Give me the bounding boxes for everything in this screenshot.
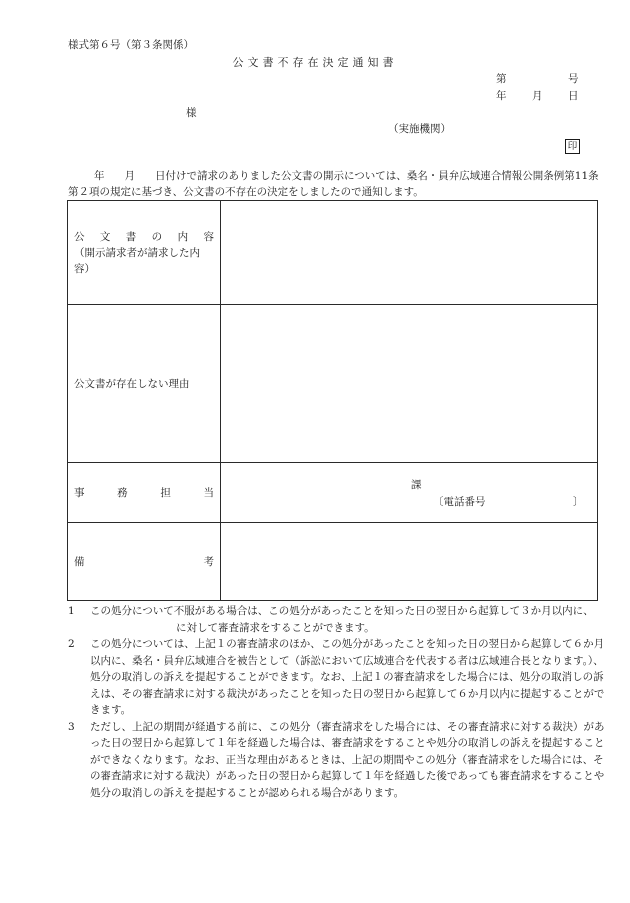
decision-table — [67, 200, 598, 601]
table-row — [68, 201, 598, 305]
phone-open: 〔電話番号 — [433, 496, 486, 508]
ref-suffix: 号 — [568, 73, 579, 85]
non-existence-reason-label: 公文書が存在しない理由 — [68, 305, 221, 463]
remarks-label: 備 考 — [68, 523, 221, 601]
requested-content-sub: （開示請求者が請求した内容） — [74, 246, 200, 275]
table-row — [68, 523, 598, 601]
contact-label: 事 務 担 当 — [68, 463, 221, 523]
notice-body — [68, 168, 606, 200]
form-number: 様式第６号（第３条関係） — [68, 39, 194, 51]
contact-value — [221, 463, 598, 523]
page-title: 公文書不存在決定通知書 — [232, 56, 398, 69]
date-year: 年 — [496, 90, 507, 102]
table-row — [68, 305, 598, 463]
non-existence-reason-value — [221, 305, 598, 463]
phone-close: 〕 — [573, 496, 584, 508]
list-item: 1 この処分について不服がある場合は、この処分があったことを知った日の翌日から起算して３か月以内に、に対して審査請求をすることができます。 — [68, 605, 594, 634]
table-row — [68, 463, 598, 523]
body-month: 月 — [124, 170, 135, 182]
requested-content-label: 公 文 書 の 内 容 （開示請求者が請求した内容） — [68, 201, 221, 305]
requested-content-value — [221, 201, 598, 305]
date-month: 月 — [532, 90, 543, 102]
body-year: 年 — [94, 170, 105, 182]
list-item: 2 この処分については、上記１の審査請求のほか、この処分があったことを知った日の翌日から起算して６か月以内に、桑名・員弁広域連合を被告として（訴訟において広域連合を代表する者は広域連合長となります。）、処分の取消しの訴えを提起することができます。なお、上記１の審査請求をした場合には、処分の取消しの訴えは、その審査請求に対する裁決があったことを知った日の翌日から起算して６か月以内に提起することができます。 — [68, 638, 605, 716]
list-item: 3 ただし、上記の期間が経過する前に、この処分（審査請求をした場合には、その審査請求に対する裁決）があった日の翌日から起算して１年を経過した場合は、審査請求をすることや処分の取消しの訴えを提起することができなくなります。なお、正当な理由があるときは、上記の期間やこの処分（審査請求をした場合には、その審査請求に対する裁決）があった日の翌日から起算して１年を経過した後であっても審査請求をすることや処分の取消しの訴えを提起することが認められる場合があります。 — [68, 720, 605, 799]
seal-box: 印 — [565, 139, 580, 154]
ref-prefix: 第 — [496, 73, 507, 85]
notes-list — [68, 603, 606, 801]
addressee: 様 — [186, 107, 197, 119]
date-day: 日 — [568, 90, 579, 102]
section-suffix: 課 — [411, 479, 422, 491]
body-text: 日付けで請求のありました公文書の開示については、桑名・員弁広域連合情報公開条例第11条第２項の規定に基づき、公文書の不存在の決定をしましたので通知します。 — [68, 170, 599, 198]
agency-label: （実施機関） — [388, 123, 451, 135]
remarks-value — [221, 523, 598, 601]
